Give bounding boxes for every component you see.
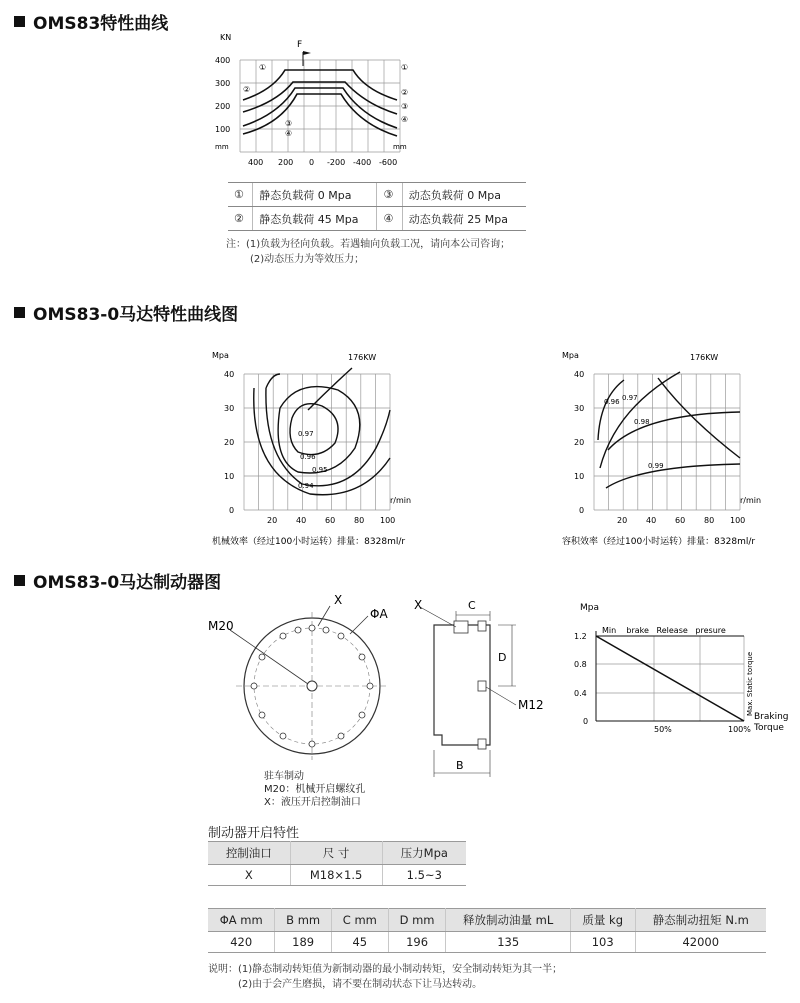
y-tick: 0 [583, 717, 589, 726]
x-tick: 40 [646, 516, 657, 525]
square-bullet-icon [14, 16, 25, 27]
legend-marker: ③ [377, 183, 402, 207]
table-cell: 1.5~3 [382, 865, 466, 886]
section-title-brake [14, 568, 221, 593]
curve-marker: ③ [285, 119, 293, 128]
column-header: ΦA mm [208, 909, 275, 932]
y-tick: 0.8 [574, 660, 587, 669]
curve-marker: ① [401, 63, 409, 72]
x-tick: 60 [325, 516, 336, 525]
y-tick: 20 [574, 438, 585, 447]
note-line: 注：(1)负载为径向负载。若遇轴向负载工况，请向本公司咨询； [226, 239, 511, 250]
note-line: 说明：(1)静态制动转矩值为新制动器的最小制动转矩，安全制动转矩为其一半； [208, 964, 563, 975]
x-tick: 40 [296, 516, 307, 525]
column-header: 释放制动油量 mL [446, 909, 570, 932]
table-row [208, 865, 466, 886]
table-cell: 196 [388, 932, 446, 953]
y-tick: 30 [574, 404, 585, 413]
y-unit-label: Mpa [562, 351, 579, 360]
brake-open-table [208, 841, 466, 886]
efficiency-label: 0.97 [298, 430, 314, 438]
curve-marker: ④ [401, 115, 409, 124]
x-tick: 100% [728, 725, 751, 734]
section-title-text: OMS83特性曲线 [33, 14, 169, 34]
legend-marker: ① [228, 183, 253, 207]
section-title-text: OMS83-0马达制动器图 [33, 573, 222, 593]
x-tick: 50% [654, 725, 672, 734]
x-tick: 80 [704, 516, 715, 525]
open-table-title: 制动器开启特性 [208, 826, 300, 841]
section-title-characteristics [14, 9, 168, 34]
table-row [208, 932, 766, 953]
right-label: Max. Static torque [746, 651, 754, 716]
curve-marker: ④ [285, 129, 293, 138]
section-title-motor-curves [14, 300, 238, 325]
curve-marker: ③ [401, 102, 409, 111]
y-tick: 200 [215, 102, 231, 111]
table-cell: 45 [331, 932, 388, 953]
y-tick: 1.2 [574, 632, 587, 641]
x-tick: 400 [248, 158, 264, 167]
x-unit-label: r/min [740, 496, 762, 505]
table-cell: 135 [446, 932, 570, 953]
efficiency-label: 0.98 [634, 418, 650, 426]
curve-marker: ② [243, 85, 251, 94]
y-tick: 0 [229, 506, 235, 515]
x-tick: -200 [327, 158, 346, 167]
y-unit-label: Mpa [212, 351, 229, 360]
x-tick: 200 [278, 158, 294, 167]
curve-marker: ② [401, 88, 409, 97]
legend-text: 静态负载荷 0 Mpa [253, 183, 377, 207]
x-tick: 20 [617, 516, 628, 525]
brake-caption [264, 770, 365, 809]
chart-header: Min brake Release presure [602, 626, 726, 635]
legend-text: 静态负载荷 45 Mpa [253, 207, 377, 231]
efficiency-label: 0.99 [648, 462, 664, 470]
column-header: 压力Mpa [382, 842, 466, 865]
y-tick: 0.4 [574, 689, 587, 698]
column-header: B mm [275, 909, 332, 932]
table-cell: X [208, 865, 290, 886]
y-tick: 40 [574, 370, 585, 379]
x-axis-label: Braking [754, 712, 789, 722]
square-bullet-icon [14, 307, 25, 318]
column-header: 尺 寸 [290, 842, 382, 865]
note-block-1 [226, 237, 510, 267]
table-cell: 189 [275, 932, 332, 953]
table-cell: M18×1.5 [290, 865, 382, 886]
x-tick: 100 [380, 516, 396, 525]
label-b: B [456, 759, 464, 772]
square-bullet-icon [14, 575, 25, 586]
y-tick: 10 [224, 472, 235, 481]
x-axis-label: Torque [754, 723, 784, 733]
column-header: 静态制动扭矩 N.m [635, 909, 766, 932]
label-x: X [334, 593, 343, 607]
chart-caption: 机械效率（经过100小时运转）排量：8328ml/r [212, 537, 406, 547]
x-tick: 60 [675, 516, 686, 525]
x-tick: -400 [353, 158, 372, 167]
note-block-2 [208, 962, 562, 992]
y-tick: 400 [215, 56, 231, 65]
y-unit-mm: mm [215, 143, 229, 151]
note-line: (2)由于会产生磨损，请不要在制动状态下让马达转动。 [238, 979, 483, 990]
note-line: (2)动态压力为等效压力； [250, 254, 365, 265]
x-tick: 20 [267, 516, 278, 525]
caption-line: M20：机械开启螺纹孔 [264, 784, 366, 795]
x-unit-label: r/min [390, 496, 412, 505]
power-label: 176KW [348, 353, 377, 362]
efficiency-label: 0.97 [622, 394, 638, 402]
y-tick: 40 [224, 370, 235, 379]
efficiency-label: 0.96 [604, 398, 620, 406]
table-cell: 42000 [635, 932, 766, 953]
y-tick: 0 [579, 506, 585, 515]
y-tick: 100 [215, 125, 231, 134]
y-tick: 300 [215, 79, 231, 88]
column-header: 控制油口 [208, 842, 290, 865]
mechanical-efficiency-chart [210, 348, 420, 548]
force-label: F [297, 40, 303, 50]
table-row [228, 183, 526, 207]
y-tick: 30 [224, 404, 235, 413]
table-header-row [208, 842, 466, 865]
legend-text: 动态负载荷 0 Mpa [402, 183, 526, 207]
efficiency-label: 0.94 [298, 482, 314, 490]
label-x: X [414, 598, 423, 612]
column-header: D mm [388, 909, 446, 932]
brake-front-view-drawing [200, 590, 390, 765]
section-title-text: OMS83-0马达特性曲线图 [33, 305, 239, 325]
label-c: C [468, 599, 476, 612]
brake-side-view-drawing [412, 595, 552, 785]
brake-spec-table [208, 908, 766, 953]
chart-caption: 容积效率（经过100小时运转）排量：8328ml/r [562, 537, 756, 547]
x-tick: 0 [309, 158, 315, 167]
x-tick: -600 [379, 158, 398, 167]
load-curve-chart [215, 32, 415, 172]
column-header: C mm [331, 909, 388, 932]
y-unit-label: KN [220, 33, 232, 42]
brake-release-line [596, 636, 744, 721]
x-tick: 80 [354, 516, 365, 525]
y-unit-label: Mpa [580, 603, 599, 613]
efficiency-label: 0.96 [300, 453, 316, 461]
x-unit-label: mm [393, 143, 407, 151]
table-row [228, 207, 526, 231]
table-cell: 103 [570, 932, 635, 953]
curve-marker: ① [259, 63, 267, 72]
column-header: 质量 kg [570, 909, 635, 932]
table-header-row [208, 909, 766, 932]
volumetric-efficiency-chart [560, 348, 790, 548]
legend-text: 动态负载荷 25 Mpa [402, 207, 526, 231]
y-tick: 20 [224, 438, 235, 447]
power-label: 176KW [690, 353, 719, 362]
label-phia: ΦA [370, 607, 388, 621]
label-m20: M20 [208, 619, 234, 633]
label-d: D [498, 651, 507, 664]
x-tick: 100 [730, 516, 746, 525]
caption-line: X：液压开启控制油口 [264, 797, 361, 808]
table-cell: 420 [208, 932, 275, 953]
legend-marker: ④ [377, 207, 402, 231]
caption-line: 驻车制动 [264, 771, 304, 782]
efficiency-label: 0.95 [312, 466, 328, 474]
brake-release-chart [566, 596, 796, 741]
y-tick: 10 [574, 472, 585, 481]
legend-marker: ② [228, 207, 253, 231]
label-m12: M12 [518, 698, 544, 712]
curve-legend-table [228, 182, 526, 231]
